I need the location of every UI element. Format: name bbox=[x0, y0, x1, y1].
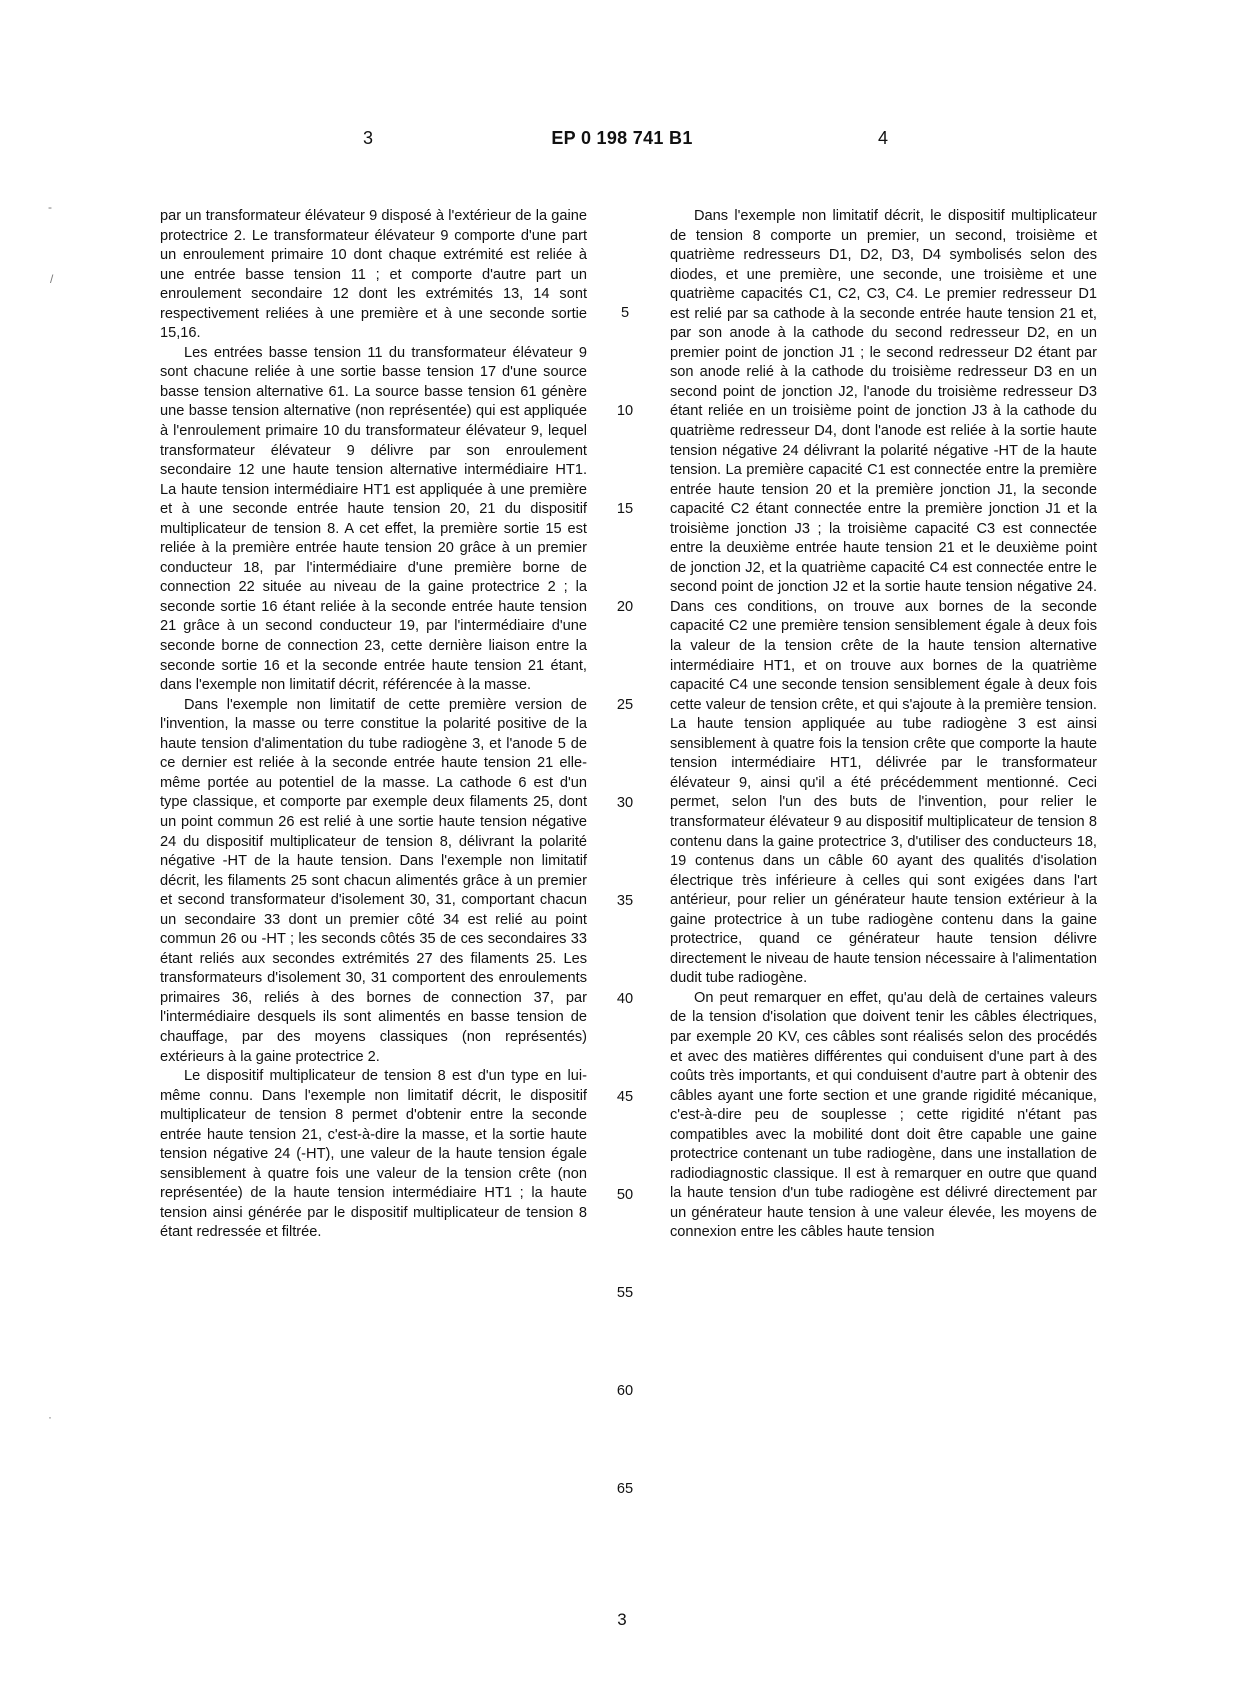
scan-mark: · bbox=[48, 1410, 52, 1424]
line-number: 30 bbox=[616, 795, 634, 811]
paragraph: par un transformateur élévateur 9 disposé à l'extérieur de la gaine protectrice 2. Le transformateur élévateur 9 comporte d'une part un enroulement primaire 10 dont chaque extrémité est reliée à une entrée basse tension 11 ; et comporte d'autre part un enroulement secondaire 12 dont les extrémités 13, 14 sont respectivement reliées à une première et à une seconde sortie 15,16. bbox=[160, 208, 587, 342]
page-number-left: 3 bbox=[363, 128, 374, 148]
line-number: 10 bbox=[616, 403, 634, 419]
line-number: 40 bbox=[616, 991, 634, 1007]
line-number: 60 bbox=[616, 1383, 634, 1399]
paragraph: Les entrées basse tension 11 du transformateur élévateur 9 sont chacune reliée à une sortie basse tension 17 d'une source basse tension alternative 61. La source basse tension 61 génère une basse tension alternative (non représentée) qui est appliquée à l'enroulement primaire 10 du transformateur élévateur 9, lequel transformateur élévateur 9 délivre par son enroulement secondaire 12 une haute tension alternative intermédiaire HT1. La haute tension intermédiaire HT1 est appliquée à une première et à une seconde entrée haute tension 20, 21 du dispositif multiplicateur de tension 8. A cet effet, la première sortie 15 est reliée à la première entrée haute tension 20 grâce à un premier conducteur 18, par l'intermédiaire d'une première borne de connection 22 située au niveau de la gaine protectrice 2 ; la seconde sortie 16 étant reliée à la seconde entrée haute tension 21 grâce à un second conducteur 19, par l'intermédiaire d'une seconde borne de connection 23, cette dernière liaison entre la seconde sortie 16 et la seconde entrée haute tension 21 étant, dans l'exemple non limitatif décrit, référencée à la masse. bbox=[160, 344, 587, 694]
line-number: 35 bbox=[616, 893, 634, 909]
footer-page-number: 3 bbox=[617, 1610, 627, 1629]
line-number: 20 bbox=[616, 599, 634, 615]
scan-mark: - bbox=[48, 200, 52, 214]
left-column bbox=[160, 207, 587, 1243]
paragraph: Dans l'exemple non limitatif de cette première version de l'invention, la masse ou terre constitue la polarité positive de la haute tension d'alimentation du tube radiogène 3, et l'anode 5 de ce dernier est reliée à la seconde entrée haute tension 21 elle-même portée au potentiel de la masse. La cathode 6 est d'un type classique, et comporte par exemple deux filaments 25, dont un point commun 26 est relié à une sortie haute tension négative 24 du dispositif multiplicateur de tension 8, délivrant la polarité négative -HT de la haute tension. Dans l'exemple non limitatif décrit, les filaments 25 sont chacun alimentés grâce à un premier et second transformateur d'isolement 30, 31, comportant chacun un secondaire 33 dont un premier côté 34 est relié au point commun 26 ou -HT ; les seconds côtés 35 de ces secondaires 33 étant reliés aux secondes extrémités 27 des filaments 25. Les transformateurs d'isolement 30, 31 comportent des enroulements primaires 36, reliés à des bornes de connection 37, par l'intermédiaire desquels ils sont alimentés en basse tension de chauffage, par des moyens classiques (non représentés) extérieurs à la gaine protectrice 2. bbox=[160, 696, 587, 1065]
page-number-right: 4 bbox=[878, 128, 889, 148]
line-number: 50 bbox=[616, 1187, 634, 1203]
line-number: 65 bbox=[616, 1481, 634, 1497]
paragraph: Dans l'exemple non limitatif décrit, le dispositif multiplicateur de tension 8 comporte un premier, un second, troisième et quatrième redresseurs D1, D2, D3, D4 symbolisés selon des diodes, et une première, une seconde, une troisième et une quatrième capacités C1, C2, C3, C4. Le premier redresseur D1 est relié par sa cathode à la seconde entrée haute tension 21 et, par son anode à la cathode du second redresseur D2, en un premier point de jonction J1 ; le second redresseur D2 étant par son anode relié à la cathode du troisième redresseur D3 en un second point de jonction J2, l'anode du troisième redresseur D3 étant reliée en un troisième point de jonction J3 à la cathode du quatrième redresseur D4, dont l'anode est reliée à la sortie haute tension négative 24 délivrant la polarité négative -HT de la haute tension. La première capacité C1 est connectée entre la première entrée haute tension 20 et la première jonction J1, la seconde capacité C2 étant connectée entre la première jonction J1 et la troisième jonction J3 ; la troisième capacité C3 est connectée entre la deuxième entrée haute tension 21 et le deuxième point de jonction J2, et la quatrième capacité C4 est connectée entre le second point de jonction J2 et la sortie haute tension négative 24. Dans ces conditions, on trouve aux bornes de la seconde capacité C2 une première tension sensiblement égale à deux fois la valeur de la tension crête de la haute tension alternative intermédiaire HT1, et on trouve aux bornes de la quatrième capacité C4 une seconde tension sensiblement égale à deux fois cette valeur de tension crête, et qui s'ajoute à la première tension. La haute tension appliquée au tube radiogène 3 est ainsi sensiblement à quatre fois la tension crête que comporte la haute tension intermédiaire HT1, délivrée par le transformateur élévateur 9, ainsi qu'il a été précédemment mentionné. Ceci permet, selon l'un des buts de l'invention, pour relier le transformateur élévateur 9 au dispositif multiplicateur de tension 8 contenu dans la gaine protectrice 3, d'utiliser des conducteurs 18, 19 contenus dans un câble 60 ayant des qualités d'isolation électrique très inférieure à celles qui sont exigées dans l'art antérieur, pour relier un générateur haute tension extérieur à la gaine protectrice à un tube radiogène contenu dans la gaine protectrice, quand ce générateur haute tension délivre directement le niveau de haute tension nécessaire à l'alimentation dudit tube radiogène. bbox=[670, 208, 1097, 987]
line-number: 55 bbox=[616, 1285, 634, 1301]
page-header bbox=[0, 128, 1244, 158]
paragraph: On peut remarquer en effet, qu'au delà de certaines valeurs de la tension d'isolation que doivent tenir les câbles électriques, par exemple 20 KV, ces câbles sont réalisés selon des procédés et avec des matières différentes qui conduisent d'une part à des coûts très importants, et qui conduisent d'autre part à obtenir des câbles ayant une forte section et une grande rigidité mécanique, c'est-à-dire peu de souplesse ; cette rigidité n'étant pas compatibles avec la mobilité dont doit être capable une gaine protectrice contenant un tube radiogène, dans une installation de radiodiagnostic classique. Il est à remarquer en outre que quand la haute tension d'un tube radiogène est délivré directement par un générateur haute tension à une valeur élevée, les moyens de connexion entre les câbles haute tension bbox=[670, 989, 1097, 1241]
line-number: 15 bbox=[616, 501, 634, 517]
scan-mark: / bbox=[50, 272, 54, 286]
line-number: 45 bbox=[616, 1089, 634, 1105]
line-number: 5 bbox=[620, 305, 630, 321]
line-number: 25 bbox=[616, 697, 634, 713]
page-footer bbox=[0, 1610, 1244, 1630]
publication-number: EP 0 198 741 B1 bbox=[551, 128, 693, 148]
paragraph: Le dispositif multiplicateur de tension 8 est d'un type en lui-même connu. Dans l'exemple non limitatif décrit, le dispositif multiplicateur de tension 8 permet d'obtenir entre la seconde entrée haute tension 21, c'est-à-dire la masse, et la sortie haute tension négative 24 (-HT), une valeur de la haute tension égale sensiblement à quatre fois une valeur de la tension crête (non représentée) de la haute tension intermédiaire HT1 ; la haute tension ainsi générée par le dispositif multiplicateur de tension 8 étant redressée et filtrée. bbox=[160, 1068, 587, 1241]
right-column bbox=[670, 207, 1097, 1243]
